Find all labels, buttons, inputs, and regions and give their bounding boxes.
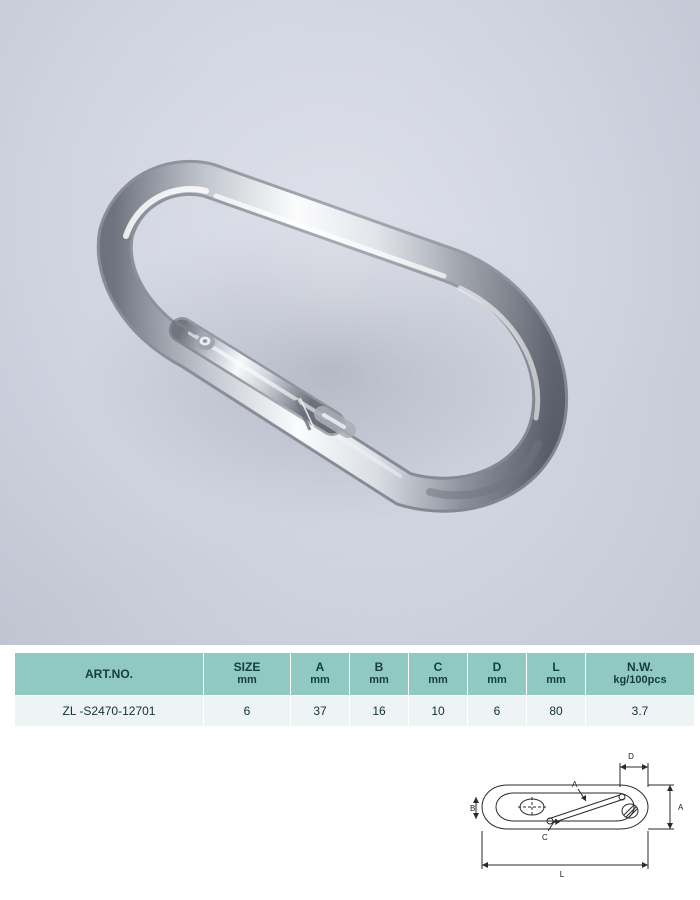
label-a: A [678,803,684,812]
cell-art-no: ZL -S2470-12701 [15,696,204,727]
col-header-d-unit: mm [487,674,507,686]
col-header-l [527,653,586,696]
cell-c: 10 [409,696,468,727]
col-header-c-label: C [433,660,443,674]
spec-table-wrapper [14,652,686,727]
label-l: L [559,870,565,879]
dimension-diagram-svg [470,745,685,885]
label-b: B [470,804,476,813]
cell-d: 6 [468,696,527,727]
col-header-nw-unit: kg/100pcs [613,674,667,686]
col-header-l-label: L [552,660,560,674]
col-header-c-unit: mm [428,674,448,686]
col-header-size-label: SIZE [233,660,261,674]
table-row [15,696,695,727]
col-header-b-unit: mm [369,674,389,686]
table-header-row [15,653,695,696]
col-header-l-unit: mm [546,674,566,686]
cell-l: 80 [527,696,586,727]
cell-b: 16 [350,696,409,727]
cell-nw: 3.7 [586,696,695,727]
col-header-c [409,653,468,696]
col-header-nw-label: N.W. [627,660,653,674]
col-header-size-unit: mm [237,674,257,686]
col-header-size [204,653,291,696]
dimension-diagram [470,745,685,885]
label-d: D [628,752,634,761]
col-header-a [291,653,350,696]
col-header-art-no [15,653,204,696]
col-header-b-label: B [374,660,384,674]
col-header-nw [586,653,695,696]
label-c: C [542,833,548,842]
col-header-d [468,653,527,696]
spec-table [14,652,695,727]
col-header-a-label: A [315,660,325,674]
label-inner-a: A [572,780,578,789]
col-header-d-label: D [492,660,502,674]
col-header-b [350,653,409,696]
col-header-a-unit: mm [310,674,330,686]
col-header-art-no-label: ART.NO. [85,666,133,681]
cell-a: 37 [291,696,350,727]
cell-size: 6 [204,696,291,727]
